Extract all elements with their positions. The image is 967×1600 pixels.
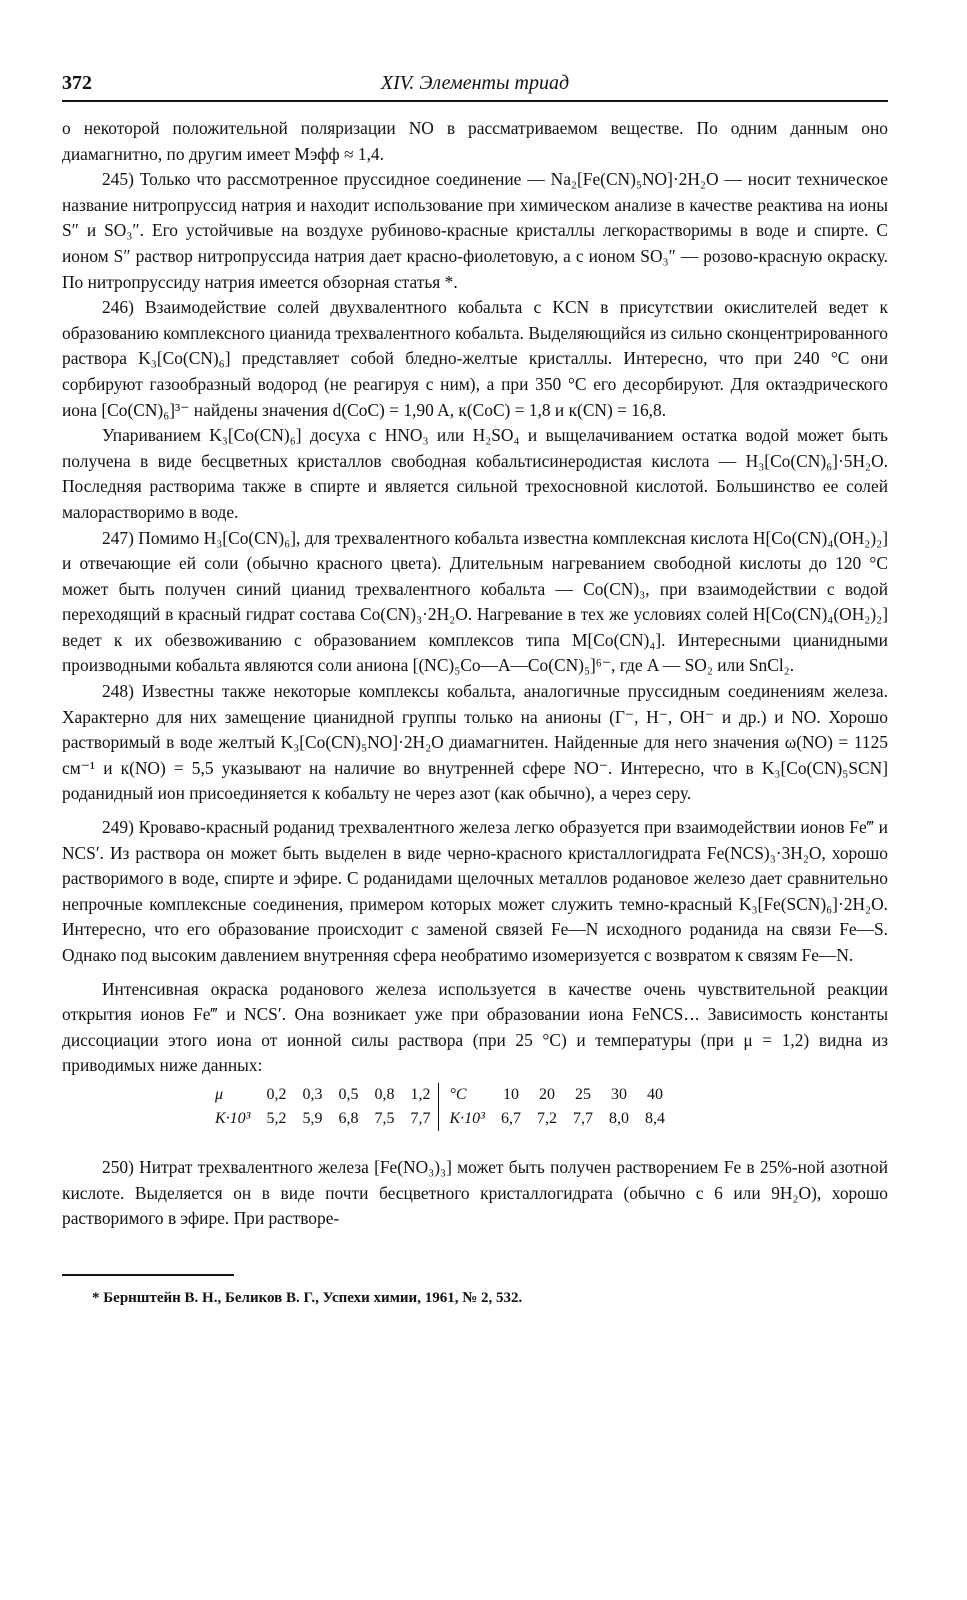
- paragraph: Упариванием K₃[Co(CN)₆] досуха с HNO₃ или H₂SO₄ и выщелачиванием остатка водой может быть получена в виде бесцветных кристаллов свободная кобальтисинеродистая кислота — H₃[Co(CN)₆]·5H₂O. Последняя растворима также в спирте и является сильной трехосновной кислотой. Большинство ее солей малорастворимо в воде.: [62, 425, 888, 522]
- page-number: 372: [62, 72, 92, 94]
- table-header: °C: [449, 1085, 467, 1103]
- table-cell: 0,2: [266, 1085, 287, 1103]
- body-text: [62, 116, 888, 1311]
- table-cell: 5,9: [302, 1109, 323, 1127]
- table-cell: 7,2: [536, 1109, 557, 1127]
- paragraph: о некоторой положительной поляризации NO в рассматриваемом веществе. По одним данным оно диамагнитно, по другим имеет Mэфф ≈ 1,4.: [62, 118, 888, 164]
- page: [62, 68, 888, 1311]
- table-row: [207, 1107, 673, 1131]
- table-cell: 8,0: [608, 1109, 629, 1127]
- table-cell: 6,8: [338, 1109, 359, 1127]
- table-cell: 0,3: [302, 1085, 323, 1103]
- footnote: * Бернштейн В. Н., Беликов В. Г., Успехи химии, 1961, № 2, 532.: [92, 1289, 523, 1306]
- table-header: K·10³: [215, 1109, 251, 1127]
- table-cell: 5,2: [266, 1109, 287, 1127]
- table-cell: 6,7: [500, 1109, 521, 1127]
- table-cell: 0,5: [338, 1085, 359, 1103]
- table-cell: 8,4: [644, 1109, 665, 1127]
- table-cell: 7,5: [374, 1109, 395, 1127]
- page-header: [62, 68, 888, 102]
- paragraph: 250) Нитрат трехвалентного железа [Fe(NO₃)₃] может быть получен растворением Fe в 25%-ной азотной кислоте. Выделяется он в виде почти бесцветного кристаллогидрата (обычно с 6 или 9H₂O), хорошо растворимого в эфире. При растворе-: [62, 1156, 888, 1229]
- table-cell: 0,8: [374, 1085, 395, 1103]
- table-header: K·10³: [449, 1109, 485, 1127]
- paragraph: 245) Только что рассмотренное пруссидное соединение — Na₂[Fe(CN)₅NO]·2H₂O — носит техническое название нитропруссид натрия и находит использование при химическом анализе в качестве реактива на ионы S″ и SO₃″. Его устойчивые на воздухе рубиново-красные кристаллы легкорастворимы в воде и спирте. С ионом S″ раствор нитропруссида натрия дает красно-фиолетовую, а с ионом SO₃″ — розово-красную окраску. По нитропруссиду натрия имеется обзорная статья *.: [62, 169, 888, 292]
- table-cell: 40: [646, 1085, 663, 1103]
- table-cell: 1,2: [410, 1085, 431, 1103]
- paragraph: 247) Помимо H₃[Co(CN)₆], для трехвалентного кобальта известна комплексная кислота H[Co(CN)₄(OH₂)₂] и отвечающие ей соли (обычно красного цвета). Длительным нагреванием свободной кислоты до 120 °C может быть получен синий цианид трехвалентного кобальта — Co(CN)₃, при взаимодействии с водой переходящий в красный гидрат состава Co(CN)₃·2H₂O. Нагревание в тех же условиях солей H[Co(CN)₄(OH₂)₂] ведет к их обезвоживанию с образованием комплексов типа M[Co(CN)₄]. Интересными цианидными производными кобальта являются соли аниона [(NC)₅Co—A—Co(CN)₅]⁶⁻, где A — SO₂ или SnCl₂.: [62, 527, 888, 676]
- paragraph: 248) Известны также некоторые комплексы кобальта, аналогичные пруссидным соединениям железа. Характерно для них замещение цианидной группы только на анионы (Г⁻, H⁻, OH⁻ и др.) и NO. Хорошо растворимый в воде желтый K₃[Co(CN)₅NO]·2H₂O диамагнитен. Найденные для него значения ω(NO) = 1125 см⁻¹ и к(NO) = 5,5 указывают на наличие во внутренней сфере NO⁻. Интересно, что в K₃[Co(CN)₅SCN] роданидный ион присоединяется к кобальту не через азот (как обычно), а через серу.: [62, 681, 888, 804]
- table-cell: 7,7: [410, 1109, 431, 1127]
- footnote-rule: [62, 1274, 234, 1276]
- table-cell: 10: [502, 1085, 519, 1103]
- table-cell: 20: [538, 1085, 555, 1103]
- paragraph: Интенсивная окраска роданового железа используется в качестве очень чувствительной реакции открытия ионов Fe‴ и NCS′. Она возникает уже при образовании иона FeNCS‥. Зависимость константы диссоциации этого иона от ионной силы раствора (при 25 °C) и температуры (при μ = 1,2) видна из приводимых ниже данных:: [62, 978, 888, 1076]
- table-cell: 30: [610, 1085, 627, 1103]
- table-row: [207, 1083, 673, 1107]
- table-cell: 25: [574, 1085, 591, 1103]
- running-title: XIV. Элементы триад: [380, 72, 570, 94]
- header-rule: [62, 100, 888, 102]
- paragraph: 246) Взаимодействие солей двухвалентного кобальта с KCN в присутствии окислителей ведет к образованию комплексного цианида трехвалентного кобальта. Выделяющийся из сильно сконцентрированного раствора K₃[Co(CN)₆] представляет собой бледно-желтые кристаллы. Интересно, что при 240 °C они сорбируют газообразный водород (не реагируя с ним), а при 350 °C его десорбируют. Для октаэдрического иона [Co(CN)₆]³⁻ найдены значения d(CoC) = 1,90 A, к(CoC) = 1,8 и к(CN) = 16,8.: [62, 297, 888, 420]
- paragraph: 249) Кроваво-красный роданид трехвалентного железа легко образуется при взаимодействии ионов Fe‴ и NCS′. Из раствора он может быть выделен в виде черно-красного кристаллогидрата Fe(NCS)₃·3H₂O, хорошо растворимого в воде, спирте и эфире. С роданидами щелочных металлов родановое железо дает сравнительно непрочные комплексные соединения, примером которых может служить темно-красный K₃[Fe(SCN)₆]·2H₂O. Интересно, что его образование происходит с заменой связей Fe—N исходного роданида на связи Fe—S. Однако под высоким давлением внутренняя сфера необратимо изомеризуется с возвратом к связям Fe—N.: [62, 817, 888, 965]
- dissociation-table: [207, 1083, 888, 1131]
- table-header: μ: [215, 1085, 224, 1103]
- table-cell: 7,7: [572, 1109, 593, 1127]
